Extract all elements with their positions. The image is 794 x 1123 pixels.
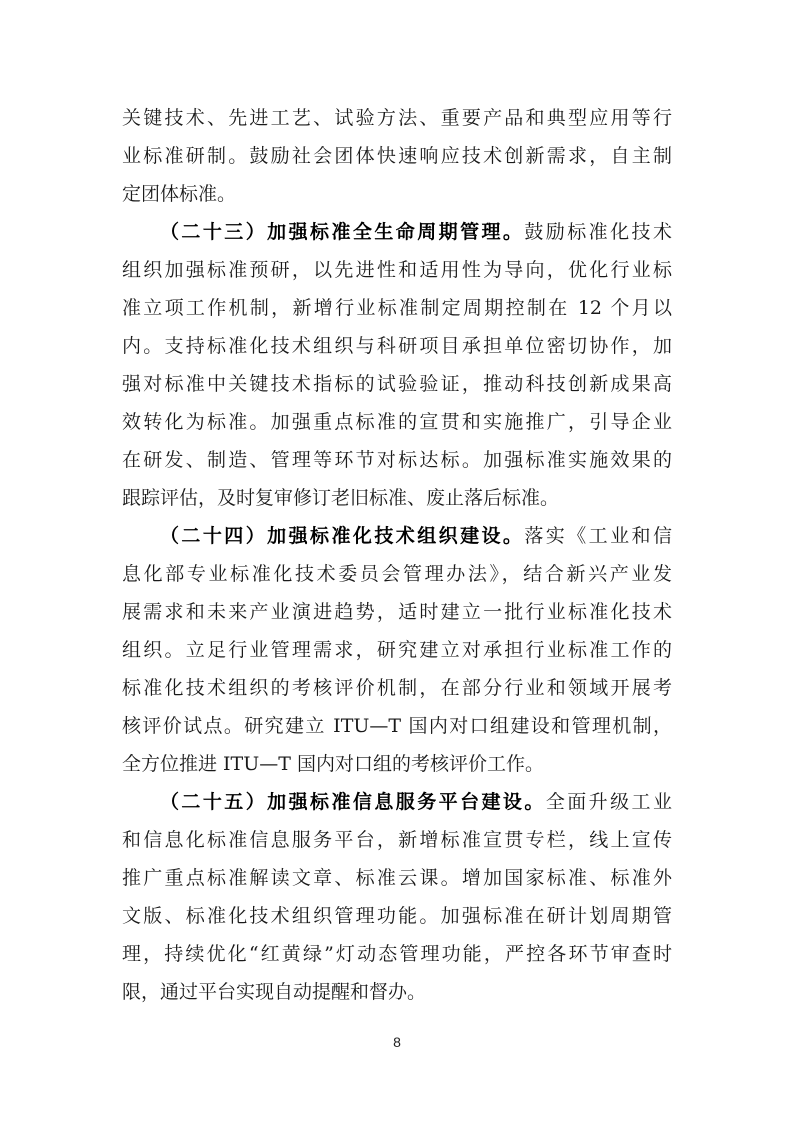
paragraph-line: 内。支持标准化技术组织与科研项目承担单位密切协作，加 [122, 335, 672, 357]
paragraph-line: 和信息化标准信息服务平台，新增标准宣贯专栏，线上宣传 [122, 829, 672, 851]
paragraph-line: 核评价试点。研究建立 ITU—T 国内对口组建设和管理机制， [122, 715, 672, 737]
paragraph-text: 全面升级工业 [545, 791, 672, 813]
paragraph-line: 组织加强标准预研，以先进性和适用性为导向，优化行业标 [122, 259, 672, 281]
paragraph-line: 全方位推进 ITU—T 国内对口组的考核评价工作。 [122, 753, 544, 775]
paragraph-line: 业标准研制。鼓励社会团体快速响应技术创新需求，自主制 [122, 145, 672, 167]
paragraph-line: 理，持续优化“红黄绿”灯动态管理功能，严控各环节审查时 [122, 943, 672, 965]
paragraph-line: 息化部专业标准化技术委员会管理办法》，结合新兴产业发 [122, 563, 672, 585]
paragraph-line: 标准化技术组织的考核评价机制，在部分行业和领域开展考 [122, 677, 672, 699]
paragraph-line: 关键技术、先进工艺、试验方法、重要产品和典型应用等行 [122, 107, 672, 129]
paragraph-text: 鼓励标准化技术 [524, 221, 672, 243]
paragraph-first-line [160, 214, 672, 250]
paragraph-line: 在研发、制造、管理等环节对标达标。加强标准实施效果的 [122, 449, 672, 471]
page-number: 8 [393, 1034, 401, 1050]
paragraph-line: 组织。立足行业管理需求，研究建立对承担行业标准工作的 [122, 639, 672, 661]
paragraph-first-line [160, 518, 672, 554]
paragraph-text: 落实《工业和信 [524, 525, 672, 547]
paragraph-line: 限，通过平台实现自动提醒和督办。 [122, 981, 427, 1003]
paragraph-line: 定团体标准。 [122, 183, 237, 205]
paragraph-line: 文版、标准化技术组织管理功能。加强标准在研计划周期管 [122, 905, 672, 927]
section-heading: （二十三）加强标准全生命周期管理。 [160, 221, 525, 243]
paragraph-first-line [160, 784, 672, 820]
paragraph-line: 跟踪评估，及时复审修订老旧标准、废止落后标准。 [122, 487, 560, 509]
paragraph-line: 准立项工作机制，新增行业标准制定周期控制在 12 个月以 [122, 297, 672, 319]
paragraph-line: 展需求和未来产业演进趋势，适时建立一批行业标准化技术 [122, 601, 672, 623]
paragraph-line: 效转化为标准。加强重点标准的宣贯和实施推广，引导企业 [122, 411, 672, 433]
section-heading: （二十四）加强标准化技术组织建设。 [160, 525, 525, 547]
section-heading: （二十五）加强标准信息服务平台建设。 [160, 791, 546, 813]
paragraph-line: 推广重点标准解读文章、标准云课。增加国家标准、标准外 [122, 867, 672, 889]
paragraph-line: 强对标准中关键技术指标的试验验证，推动科技创新成果高 [122, 373, 672, 395]
